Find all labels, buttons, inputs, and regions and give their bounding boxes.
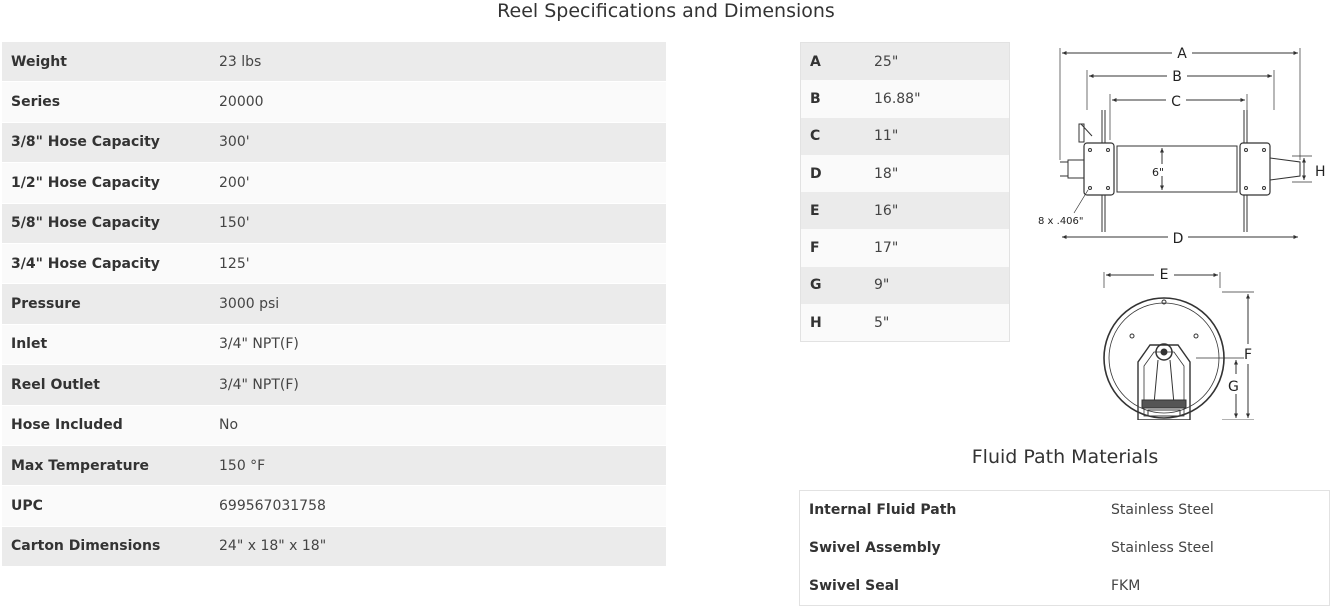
- spec-value: 699567031758: [210, 486, 666, 526]
- page-title: Reel Specifications and Dimensions: [497, 0, 835, 22]
- table-row: [2, 486, 666, 526]
- dimension-value: 9": [865, 267, 1010, 304]
- dimension-c-label: C: [1171, 94, 1181, 110]
- dimension-g-label: G: [1228, 379, 1239, 395]
- table-row: [2, 526, 666, 566]
- table-row: [801, 229, 1010, 266]
- table-row: [2, 122, 666, 162]
- spec-label: Pressure: [2, 284, 210, 324]
- table-row: [2, 203, 666, 243]
- table-row: [801, 304, 1010, 342]
- spec-label: Max Temperature: [2, 445, 210, 485]
- spec-label: UPC: [2, 486, 210, 526]
- table-row: [800, 491, 1330, 530]
- dimension-a-label: A: [1177, 46, 1187, 62]
- material-value: FKM: [1102, 567, 1330, 606]
- spec-value: 23 lbs: [210, 42, 666, 82]
- dimension-value: 25": [865, 43, 1010, 81]
- table-row: [2, 365, 666, 405]
- spec-value: 20000: [210, 82, 666, 122]
- mounting-hole-note: 8 x .406": [1038, 216, 1084, 227]
- spec-label: Carton Dimensions: [2, 526, 210, 566]
- table-row: [2, 163, 666, 203]
- table-row: [801, 155, 1010, 192]
- spec-label: Reel Outlet: [2, 365, 210, 405]
- table-row: [2, 405, 666, 445]
- spec-value: 3/4" NPT(F): [210, 324, 666, 364]
- table-row: [801, 118, 1010, 155]
- dimension-value: 5": [865, 304, 1010, 342]
- drum-diameter-note: 6": [1152, 166, 1165, 179]
- fluid-path-title: Fluid Path Materials: [971, 446, 1159, 468]
- spec-value: 125': [210, 243, 666, 283]
- dimension-value: 16.88": [865, 80, 1010, 117]
- spec-label: Series: [2, 82, 210, 122]
- dimensions-table: [800, 42, 1010, 342]
- material-value: Stainless Steel: [1102, 491, 1330, 530]
- dimension-d-label: D: [1172, 231, 1184, 247]
- spec-value: 3000 psi: [210, 284, 666, 324]
- spec-value: 300': [210, 122, 666, 162]
- front-view-drawing: [1104, 272, 1254, 420]
- dimension-label: G: [801, 267, 866, 304]
- spec-value: 24" x 18" x 18": [210, 526, 666, 566]
- side-view-drawing: [1060, 48, 1312, 237]
- dimension-label: A: [801, 43, 866, 81]
- dimension-e-label: E: [1159, 267, 1169, 283]
- dimension-value: 16": [865, 192, 1010, 229]
- fluid-path-table: [799, 490, 1330, 606]
- material-label: Swivel Assembly: [800, 529, 1103, 567]
- specifications-table: [2, 42, 666, 567]
- spec-label: 3/4" Hose Capacity: [2, 243, 210, 283]
- dimension-value: 17": [865, 229, 1010, 266]
- dimension-label: E: [801, 192, 866, 229]
- table-row: [2, 243, 666, 283]
- table-row: [2, 284, 666, 324]
- spec-label: Weight: [2, 42, 210, 82]
- dimension-label: H: [801, 304, 866, 342]
- table-row: [2, 82, 666, 122]
- table-row: [800, 567, 1330, 606]
- spec-value: 150': [210, 203, 666, 243]
- table-row: [800, 529, 1330, 567]
- spec-label: Inlet: [2, 324, 210, 364]
- material-label: Internal Fluid Path: [800, 491, 1103, 530]
- material-value: Stainless Steel: [1102, 529, 1330, 567]
- dimension-label: C: [801, 118, 866, 155]
- table-row: [801, 43, 1010, 81]
- spec-value: 150 °F: [210, 445, 666, 485]
- spec-label: 5/8" Hose Capacity: [2, 203, 210, 243]
- spec-value: No: [210, 405, 666, 445]
- spec-value: 200': [210, 163, 666, 203]
- table-row: [801, 192, 1010, 229]
- dimension-h-label: H: [1315, 164, 1326, 180]
- table-row: [2, 324, 666, 364]
- spec-value: 3/4" NPT(F): [210, 365, 666, 405]
- dimension-label: F: [801, 229, 866, 266]
- material-label: Swivel Seal: [800, 567, 1103, 606]
- dimension-label: B: [801, 80, 866, 117]
- dimension-label: D: [801, 155, 866, 192]
- spec-label: 3/8" Hose Capacity: [2, 122, 210, 162]
- reel-dimension-diagram: [1032, 40, 1332, 420]
- table-row: [801, 80, 1010, 117]
- table-row: [2, 42, 666, 82]
- dimension-value: 18": [865, 155, 1010, 192]
- spec-label: Hose Included: [2, 405, 210, 445]
- table-row: [2, 445, 666, 485]
- dimension-value: 11": [865, 118, 1010, 155]
- dimension-b-label: B: [1172, 69, 1182, 85]
- spec-label: 1/2" Hose Capacity: [2, 163, 210, 203]
- dimension-f-label: F: [1244, 347, 1253, 363]
- table-row: [801, 267, 1010, 304]
